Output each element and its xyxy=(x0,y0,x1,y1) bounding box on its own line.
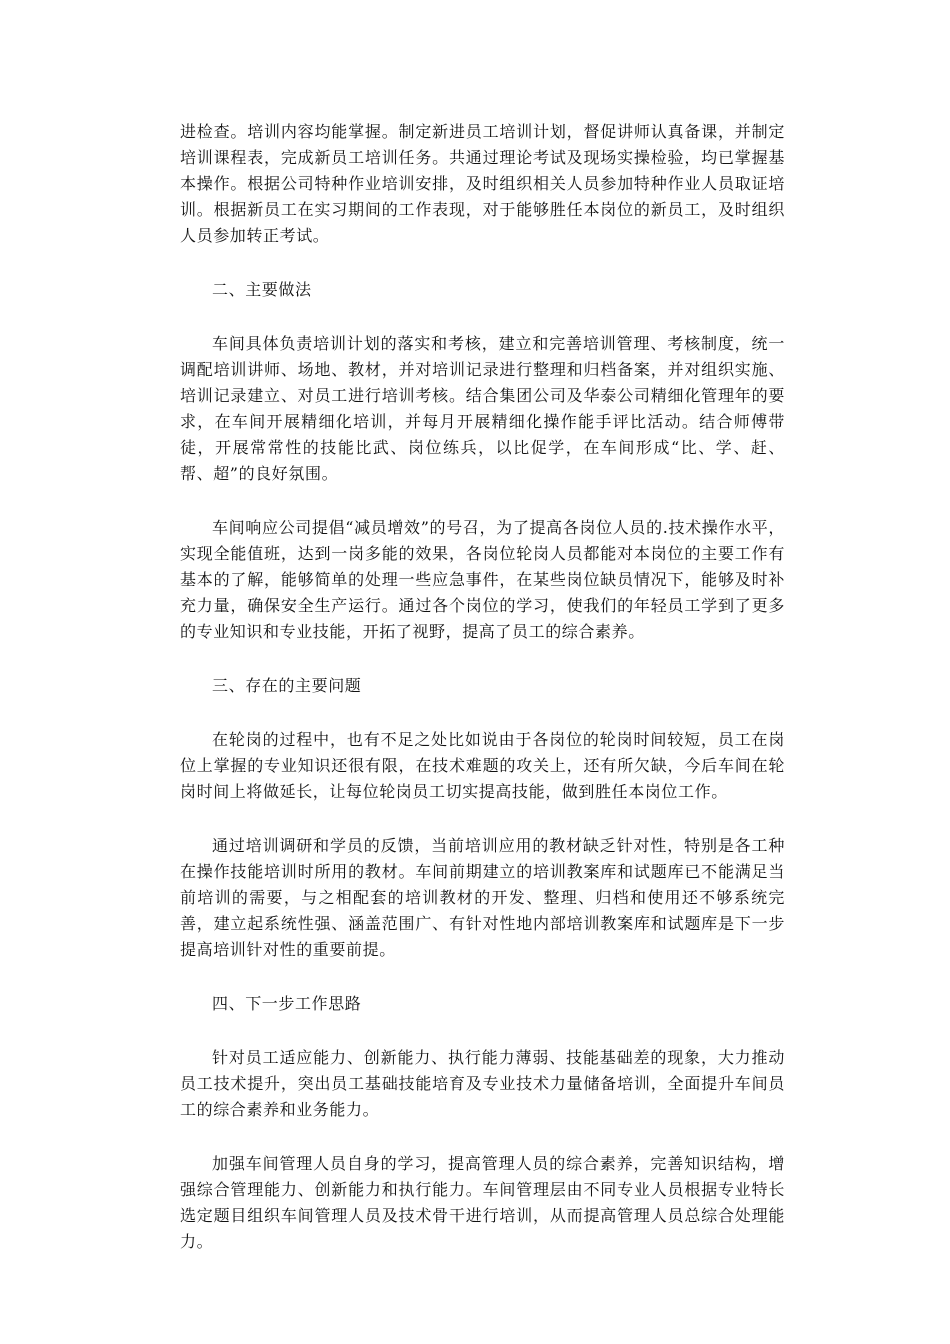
paragraph-intro-continuation: 进检查。培训内容均能掌握。制定新进员工培训计划，督促讲师认真备课，并制定培训课程表，完成新员工培训任务。共通过理论考试及现场实操检验，均已掌握基本操作。根据公司特种作业培训安排，及时组织相关人员参加特种作业人员取证培训。根据新员工在实习期间的工作表现，对于能够胜任本岗位的新员工，及时组织人员参加转正考试。 xyxy=(180,122,785,245)
section-heading-main-practices: 二、主要做法 xyxy=(212,280,312,299)
section-heading-next-steps: 四、下一步工作思路 xyxy=(212,994,362,1013)
paragraph-teaching-materials: 通过培训调研和学员的反馈，当前培训应用的教材缺乏针对性，特别是各工种在操作技能培训时所用的教材。车间前期建立的培训教案库和试题库已不能满足当前培训的需要，与之相配套的培训教材的开发、整理、归档和使用还不够系统完善，建立起系统性强、涵盖范围广、有针对性地内部培训教案库和试题库是下一步提高培训针对性的重要前提。 xyxy=(180,836,785,959)
paragraph-training-management: 车间具体负责培训计划的落实和考核，建立和完善培训管理、考核制度，统一调配培训讲师、场地、教材，并对培训记录进行整理和归档备案，并对组织实施、培训记录建立、对员工进行培训考核。结合集团公司及华泰公司精细化管理年的要求，在车间开展精细化培训，并每月开展精细化操作能手评比活动。结合师傅带徒，开展常常性的技能比武、岗位练兵，以比促学，在车间形成“比、学、赶、帮、超”的良好氛围。 xyxy=(180,334,785,483)
section-heading-main-problems: 三、存在的主要问题 xyxy=(212,676,362,695)
paragraph-staff-improvement: 针对员工适应能力、创新能力、执行能力薄弱、技能基础差的现象，大力推动员工技术提升，突出员工基础技能培育及专业技术力量储备培训，全面提升车间员工的综合素养和业务能力。 xyxy=(180,1048,785,1119)
document-body xyxy=(180,119,785,1283)
paragraph-rotation-shortcomings: 在轮岗的过程中，也有不足之处比如说由于各岗位的轮岗时间较短，员工在岗位上掌握的专业知识还很有限，在技术难题的攻关上，还有所欠缺，今后车间在轮岗时间上将做延长，让每位轮岗员工切实提高技能，做到胜任本岗位工作。 xyxy=(180,730,785,801)
paragraph-job-rotation: 车间响应公司提倡“减员增效”的号召，为了提高各岗位人员的.技术操作水平，实现全能值班，达到一岗多能的效果，各岗位轮岗人员都能对本岗位的主要工作有基本的了解，能够简单的处理一些应急事件，在某些岗位缺员情况下，能够及时补充力量，确保安全生产运行。通过各个岗位的学习，使我们的年轻员工学到了更多的专业知识和专业技能，开拓了视野，提高了员工的综合素养。 xyxy=(180,518,785,641)
paragraph-management-learning: 加强车间管理人员自身的学习，提高管理人员的综合素养，完善知识结构，增强综合管理能力、创新能力和执行能力。车间管理层由不同专业人员根据专业特长选定题目组织车间管理人员及技术骨干进行培训，从而提高管理人员总综合处理能力。 xyxy=(180,1154,785,1251)
